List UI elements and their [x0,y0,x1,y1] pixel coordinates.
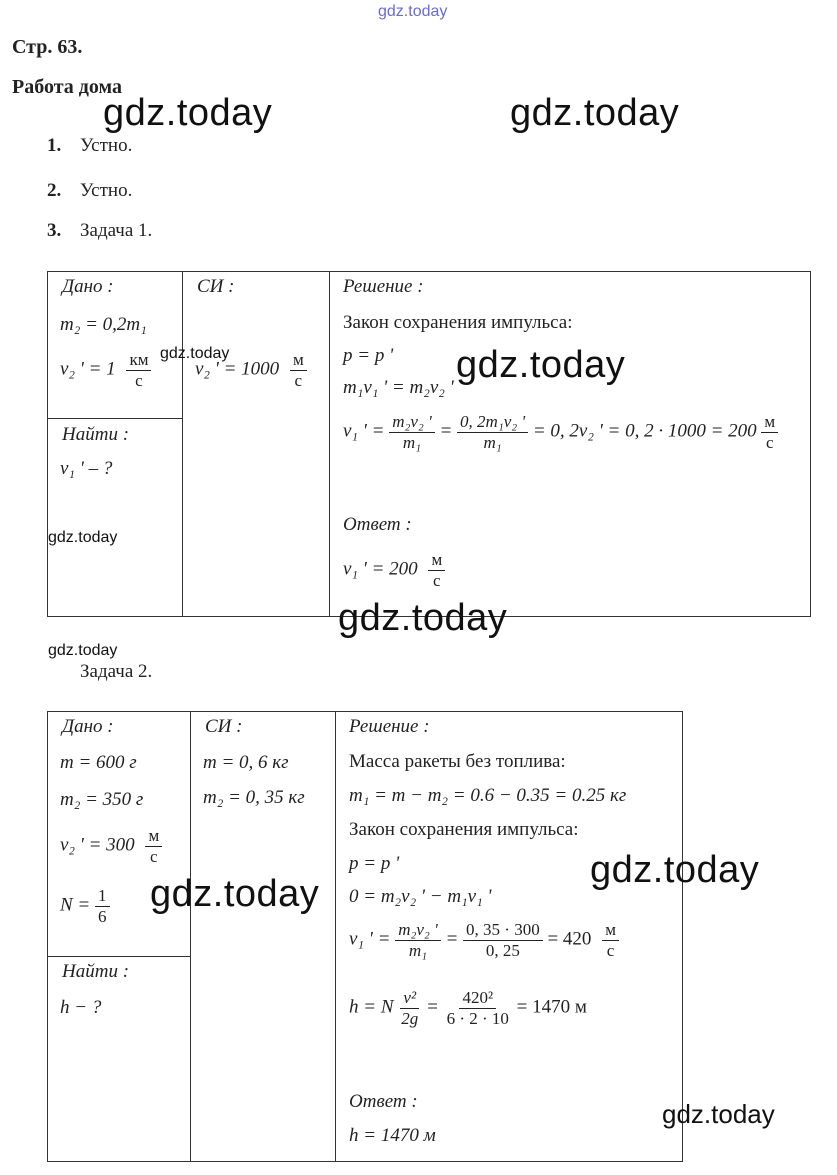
item-number: 1. [47,135,62,156]
watermark: gdz.today [338,597,508,639]
item-number: 3. [47,220,62,241]
si-m: m = 0, 6 кг [203,752,289,773]
equation: m₁v₁ ' = m₂v₂ ' [343,377,454,398]
watermark-top: gdz.today [378,3,448,20]
find-label: Найти : [62,961,130,982]
answer-value: v₁ ' = 200 $\frac{м}{с}$ [343,550,445,590]
solution-label: Решение : [349,716,430,737]
equation: v₁ ' = $\frac{\text{m₂v₂ '}}{\text{m₁}}$ = $\frac{0, 35 \cdot 300}{0, 25}$ = 420 $\frac{м}{с}$ [349,920,619,960]
page-number: Стр. 63. [12,36,83,58]
equation: p = p ' [343,345,394,366]
watermark: gdz.today [590,849,760,891]
answer-label: Ответ : [349,1091,418,1112]
section-title: Работа дома [12,76,122,98]
equation: v₁ ' = $\frac{\text{m₂v₂ '}}{\text{m₁}}$ = $\frac{\text{0, 2m₁v₂ '}}{\text{m₁}}$ = 0, 2v₂ ' = 0, 2 · 1000 = 200 $\frac{м}{с}$ [343,412,778,452]
si-label: СИ : [205,716,243,737]
equation: p = p ' [349,853,400,874]
watermark: gdz.today [456,344,626,386]
equation: 0 = m₂v₂ ' − m₁v₁ ' [349,886,492,907]
equation: m₁ = m − m₂ = 0.6 − 0.35 = 0.25 кг [349,785,627,806]
find-value: h − ? [60,997,102,1018]
table-divider [47,956,191,957]
mass-text: Масса ракеты без топлива: [349,751,566,772]
table-divider [329,271,330,616]
given-label: Дано : [62,276,114,297]
task2-title: Задача 2. [80,661,153,682]
watermark: gdz.today [160,345,230,362]
answer-value: h = 1470 м [349,1125,436,1146]
si-v2: v₂ ' = 1000 $\frac{м}{с}$ [195,350,307,390]
given-label: Дано : [62,716,114,737]
watermark: gdz.today [150,873,320,915]
given-v2: v₂ ' = 300 $\frac{м}{с}$ [60,826,162,866]
law-text: Закон сохранения импульса: [343,312,573,333]
equation: h = N $\frac{\text{v²}}{2g}$ = $\frac{\text{420²}}{6 \cdot 2 \cdot 10}$ = 1470 м [349,988,587,1028]
given-v2: v₂ ' = 1 $\frac{км}{с}$ [60,350,151,390]
table-divider [335,711,336,1161]
given-m2: m₂ = 350 г [60,789,144,810]
si-label: СИ : [197,276,235,297]
item-number: 2. [47,180,62,201]
law-text: Закон сохранения импульса: [349,819,579,840]
watermark: gdz.today [48,529,118,546]
watermark: gdz.today [510,92,680,134]
watermark: gdz.today [662,1099,775,1129]
given-m: m = 600 г [60,752,137,773]
answer-label: Ответ : [343,514,412,535]
given-m2: m₂ = 0,2m₁ [60,314,147,335]
solution-label: Решение : [343,276,424,297]
si-m2: m₂ = 0, 35 кг [203,787,305,808]
find-value: v₁ ' – ? [60,458,113,479]
table-divider [190,711,191,1161]
item-text: Устно. [80,135,133,156]
given-N: N = $\frac{1}{6}$ [60,886,110,926]
find-label: Найти : [62,424,130,445]
table-divider [182,271,183,616]
watermark: gdz.today [48,642,118,659]
item-text: Устно. [80,180,133,201]
item-text: Задача 1. [80,220,153,241]
watermark: gdz.today [103,92,273,134]
table-divider [47,418,183,419]
